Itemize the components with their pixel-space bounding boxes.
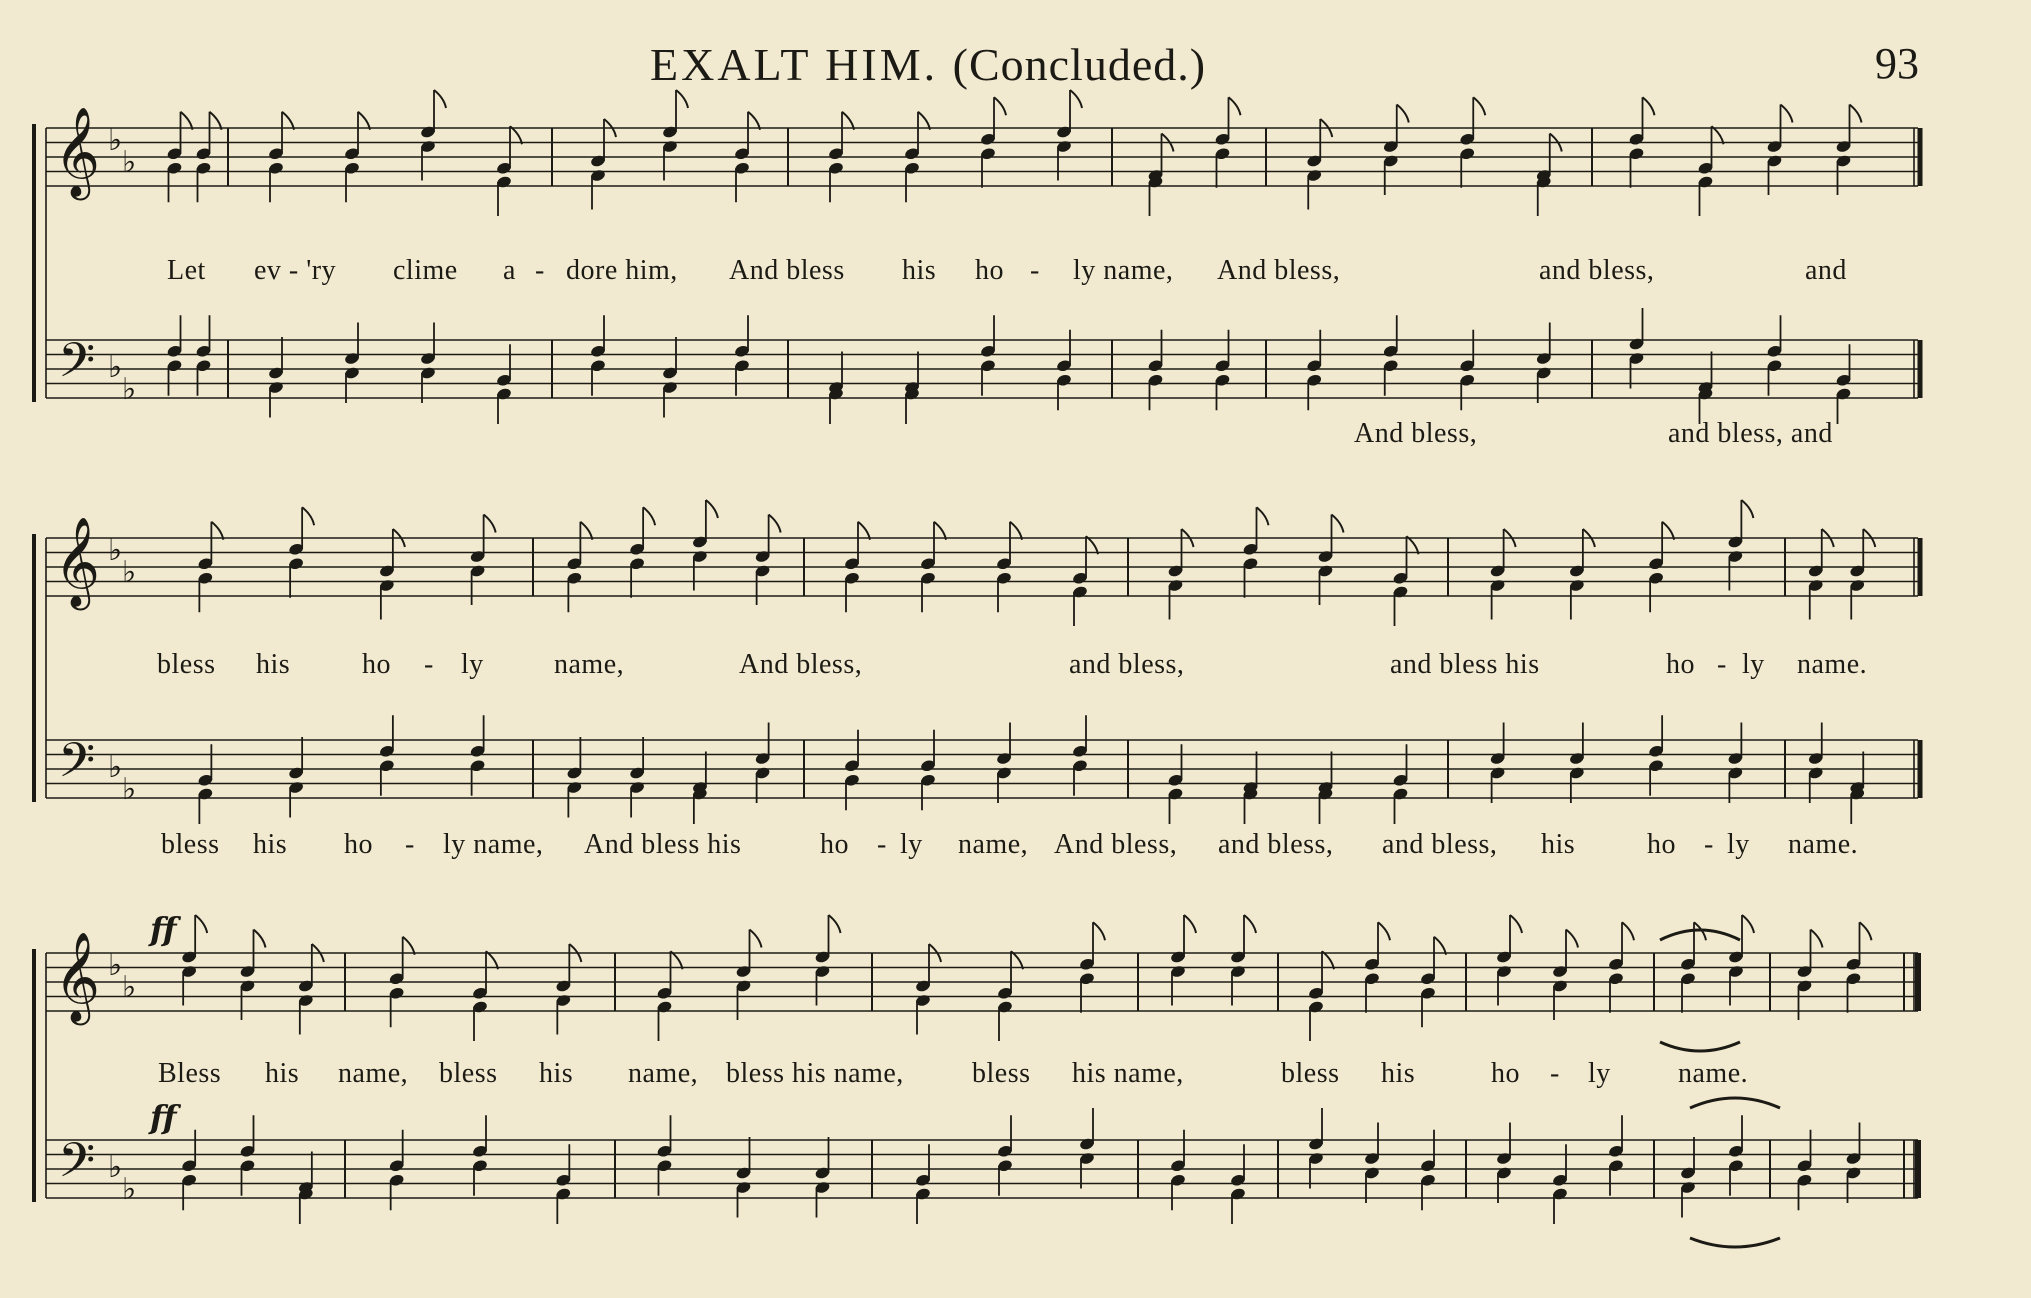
- note-flag: [1622, 922, 1634, 940]
- lyric-syllable: And bless,: [1354, 418, 1478, 449]
- lyric-hyphen: -: [405, 829, 415, 860]
- dynamic-marking-ff: ff: [150, 910, 177, 948]
- lyric-syllable: and bless,: [1069, 649, 1185, 680]
- lyric-syllable: and bless,: [1382, 829, 1498, 860]
- lyric-syllable: dore him,: [566, 255, 678, 286]
- lyric-syllable: name,: [338, 1058, 409, 1089]
- lyric-hyphen: -: [1704, 829, 1714, 860]
- tie-arc: [1690, 1098, 1780, 1108]
- hymn-title: EXALT HIM.: [650, 39, 939, 90]
- lyric-syllable: clime: [393, 255, 458, 286]
- note-flag: [302, 507, 314, 525]
- note-flag: [1850, 105, 1862, 123]
- lyric-syllable: And bless: [729, 255, 845, 286]
- note-flag: [934, 522, 946, 540]
- note-flag: [434, 90, 446, 108]
- lyric-syllable: and: [1805, 255, 1847, 286]
- lyric-syllable: his: [1541, 829, 1576, 860]
- lyric-hyphen: -: [424, 649, 434, 680]
- flat-icon: ♭: [108, 533, 123, 568]
- note-flag: [676, 90, 688, 108]
- lyric-syllable: bless: [972, 1058, 1031, 1089]
- lyric-syllable: and bless, and: [1668, 418, 1833, 449]
- note-flag: [1781, 105, 1793, 123]
- note-flag: [1407, 536, 1419, 554]
- flat-icon: ♭: [108, 750, 123, 785]
- lyric-syllable: his: [539, 1058, 574, 1089]
- lyric-syllable: ho: [1491, 1058, 1520, 1089]
- bass-clef-icon: 𝄢: [58, 332, 96, 400]
- tie-arc: [1660, 930, 1740, 940]
- note-flag: [1811, 930, 1823, 948]
- note-flag: [1742, 915, 1754, 933]
- dynamic-marking-ff: ff: [150, 1098, 177, 1136]
- note-flag: [994, 97, 1006, 115]
- note-flag: [1434, 937, 1446, 955]
- note-flag: [1397, 105, 1409, 123]
- note-flag: [748, 112, 760, 130]
- note-flag: [1741, 500, 1753, 518]
- lyric-syllable: and bless,: [1218, 829, 1334, 860]
- flat-icon: ♭: [122, 1172, 137, 1207]
- note-flag: [210, 112, 222, 130]
- note-flag: [580, 522, 592, 540]
- note-flag: [769, 515, 781, 533]
- lyric-syllable: ly: [900, 829, 923, 860]
- lyric-syllable: Let: [167, 255, 206, 286]
- lyric-syllable: ly: [1742, 649, 1765, 680]
- note-flag: [1712, 126, 1724, 144]
- note-flag: [1510, 915, 1522, 933]
- page-number: 93: [1875, 39, 1919, 88]
- note-flag: [1566, 930, 1578, 948]
- tie-arc: [1660, 1042, 1740, 1051]
- lyric-syllable: ly: [1727, 829, 1750, 860]
- lyric-syllable: ev - 'ry: [254, 255, 337, 286]
- lyric-syllable: and bless his: [1390, 649, 1540, 680]
- lyric-syllable: his: [902, 255, 937, 286]
- lyric-hyphen: -: [1550, 1058, 1560, 1089]
- note-flag: [1184, 915, 1196, 933]
- flat-icon: ♭: [122, 372, 137, 407]
- flat-icon: ♭: [122, 772, 137, 807]
- note-flag: [750, 930, 762, 948]
- bass-clef-icon: 𝄢: [58, 732, 96, 800]
- lyric-syllable: name.: [1788, 829, 1859, 860]
- lyric-syllable: name,: [628, 1058, 699, 1089]
- note-flag: [254, 930, 266, 948]
- note-flag: [1860, 922, 1872, 940]
- note-flag: [358, 112, 370, 130]
- note-flag: [510, 126, 522, 144]
- note-flag: [1378, 922, 1390, 940]
- lyric-syllable: ly name,: [443, 829, 544, 860]
- lyric-hyphen: -: [877, 829, 887, 860]
- note-flag: [671, 951, 683, 969]
- lyric-syllable: name.: [1797, 649, 1868, 680]
- note-flag: [1010, 522, 1022, 540]
- note-flag: [842, 112, 854, 130]
- note-flag: [829, 915, 841, 933]
- hymn-subtitle: (Concluded.): [952, 39, 1207, 90]
- lyric-syllable: ho: [1666, 649, 1695, 680]
- lyric-syllable: bless: [161, 829, 220, 860]
- flat-icon: ♭: [122, 145, 137, 180]
- lyric-syllable: his: [256, 649, 291, 680]
- lyric-syllable: ho: [344, 829, 373, 860]
- note-flag: [1473, 97, 1485, 115]
- lyric-syllable: name,: [554, 649, 625, 680]
- lyric-syllable: name.: [1678, 1058, 1749, 1089]
- lyric-hyphen: -: [1030, 255, 1040, 286]
- lyric-syllable: And bless,: [1217, 255, 1341, 286]
- lyric-syllable: ly: [1588, 1058, 1611, 1089]
- note-flag: [1070, 90, 1082, 108]
- flat-icon: ♭: [122, 555, 137, 590]
- flat-icon: ♭: [108, 123, 123, 158]
- flat-icon: ♭: [108, 948, 123, 983]
- note-flag: [1662, 522, 1674, 540]
- lyric-syllable: And bless,: [739, 649, 863, 680]
- lyric-syllable: a: [503, 255, 516, 286]
- note-flag: [1332, 515, 1344, 533]
- note-flag: [181, 112, 193, 130]
- note-flag: [918, 112, 930, 130]
- lyric-syllable: his: [253, 829, 288, 860]
- treble-clef-icon: 𝄞: [54, 107, 101, 197]
- system-2: [34, 534, 1920, 802]
- note-flag: [1229, 97, 1241, 115]
- lyric-syllable: his: [1381, 1058, 1416, 1089]
- treble-clef-icon: 𝄞: [54, 517, 101, 607]
- lyric-syllable: bless: [439, 1058, 498, 1089]
- flat-icon: ♭: [108, 1150, 123, 1185]
- tie-arc: [1690, 1238, 1780, 1247]
- lyric-syllable: ho: [975, 255, 1004, 286]
- note-flag: [706, 500, 718, 518]
- lyric-syllable: ly: [461, 649, 484, 680]
- lyric-hyphen: -: [535, 255, 545, 286]
- note-flag: [1086, 536, 1098, 554]
- lyric-syllable: bless his name,: [726, 1058, 904, 1089]
- note-flag: [1093, 922, 1105, 940]
- note-flag: [282, 112, 294, 130]
- note-flag: [195, 915, 207, 933]
- lyric-syllable: and bless,: [1539, 255, 1655, 286]
- flat-icon: ♭: [122, 970, 137, 1005]
- lyric-syllable: And bless,: [1054, 829, 1178, 860]
- lyric-hyphen: -: [1717, 649, 1727, 680]
- note-flag: [858, 522, 870, 540]
- note-flag: [643, 507, 655, 525]
- note-flag: [1257, 507, 1269, 525]
- lyric-syllable: bless: [1281, 1058, 1340, 1089]
- note-flag: [1643, 97, 1655, 115]
- note-flag: [211, 522, 223, 540]
- lyric-syllable: ho: [820, 829, 849, 860]
- treble-clef-icon: 𝄞: [54, 932, 101, 1022]
- note-flag: [1011, 951, 1023, 969]
- flat-icon: ♭: [108, 350, 123, 385]
- lyric-syllable: bless: [157, 649, 216, 680]
- lyric-syllable: ho: [362, 649, 391, 680]
- lyric-syllable: ly name,: [1073, 255, 1174, 286]
- bass-clef-icon: 𝄢: [58, 1132, 96, 1200]
- lyric-syllable: And bless his: [584, 829, 742, 860]
- lyric-syllable: ho: [1647, 829, 1676, 860]
- note-flag: [403, 937, 415, 955]
- lyric-syllable: his name,: [1072, 1058, 1184, 1089]
- lyric-syllable: his: [265, 1058, 300, 1089]
- note-flag: [1322, 951, 1334, 969]
- lyric-syllable: name,: [958, 829, 1029, 860]
- note-flag: [486, 951, 498, 969]
- note-flag: [1244, 915, 1256, 933]
- lyric-syllable: Bless: [158, 1058, 222, 1089]
- note-flag: [484, 515, 496, 533]
